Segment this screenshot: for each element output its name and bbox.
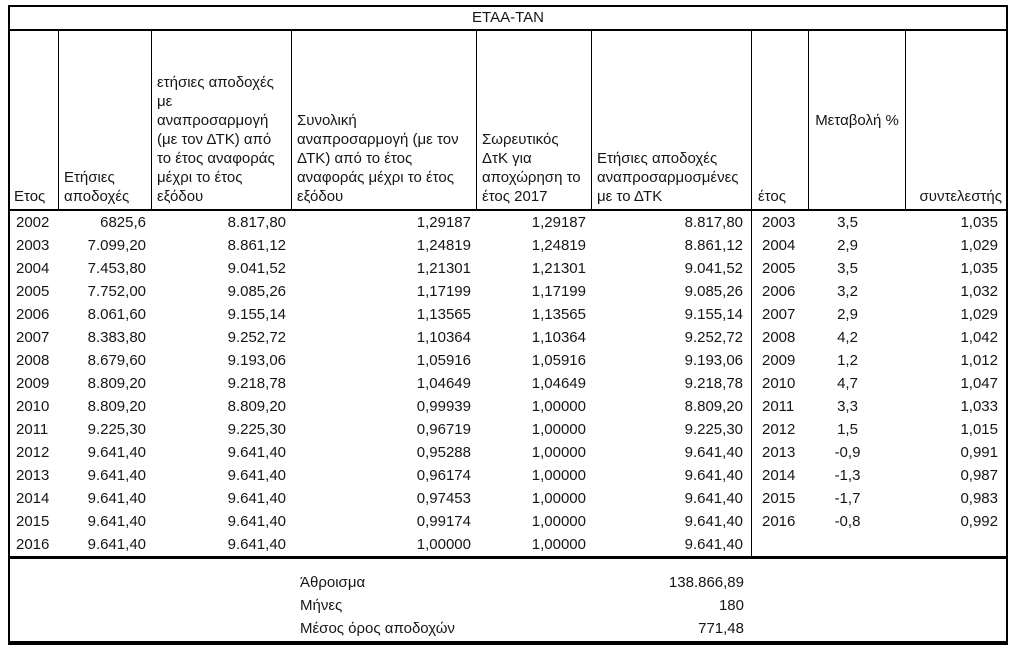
cell-annual-earnings[interactable]: 8.383,80 — [87, 329, 146, 346]
data-rows — [10, 211, 1006, 559]
table-row — [10, 418, 1006, 441]
cell-change-percent[interactable]: 2,9 — [837, 306, 858, 323]
summary-section — [10, 559, 1006, 640]
header-cell-adjusted-earnings[interactable]: ετήσιες αποδοχές με αναπροσαρμογή (με τον ΔΤΚ) από το έτος αναφοράς μέχρι το έτος εξόδου — [152, 31, 292, 209]
cell-cpi-adjusted-earnings[interactable]: 8.861,12 — [592, 234, 752, 257]
cell-year-right[interactable]: 2016 — [762, 513, 796, 530]
cell-cpi-adjusted-earnings[interactable]: 8.817,80 — [592, 211, 752, 234]
cell-change-percent[interactable]: 3,5 — [837, 214, 858, 231]
table-row — [10, 395, 1006, 418]
cell-cpi-adjusted-earnings[interactable]: 9.641,40 — [592, 533, 752, 556]
cell-cumulative-cpi[interactable]: 1,29187 — [531, 214, 586, 231]
table-title[interactable]: ΕΤΑΑ-ΤΑΝ — [10, 7, 1006, 31]
cell-cumulative-cpi[interactable]: 1,00000 — [531, 513, 586, 530]
cell-adjusted-earnings[interactable]: 9.193,06 — [227, 352, 286, 369]
cell-adjusted-earnings[interactable]: 9.641,40 — [227, 490, 286, 507]
cell-total-adjustment[interactable]: 0,99939 — [416, 398, 471, 415]
cell-year[interactable]: 2009 — [16, 375, 50, 392]
cell-total-adjustment[interactable]: 0,99174 — [416, 513, 471, 530]
cell-adjusted-earnings[interactable]: 9.041,52 — [227, 260, 286, 277]
cell-annual-earnings[interactable]: 7.453,80 — [87, 260, 146, 277]
table-row — [10, 487, 1006, 510]
cell-change-percent[interactable]: 1,2 — [837, 352, 858, 369]
cell-year-right[interactable]: 2009 — [762, 352, 796, 369]
cell-cumulative-cpi[interactable]: 1,00000 — [531, 421, 586, 438]
cell-coefficient[interactable]: 1,012 — [960, 352, 998, 369]
cell-adjusted-earnings[interactable]: 9.641,40 — [227, 467, 286, 484]
table-row — [10, 211, 1006, 234]
cell-year-right[interactable]: 2010 — [762, 375, 796, 392]
cell-cumulative-cpi[interactable]: 1,00000 — [531, 490, 586, 507]
cell-year[interactable]: 2011 — [16, 421, 49, 438]
cell-cpi-adjusted-earnings[interactable]: 9.641,40 — [592, 441, 752, 464]
cell-change-percent[interactable]: 4,2 — [837, 329, 858, 346]
table-row — [10, 303, 1006, 326]
cell-change-percent[interactable]: 2,9 — [837, 237, 858, 254]
cell-year-right[interactable]: 2013 — [762, 444, 796, 461]
table-row — [10, 257, 1006, 280]
cell-total-adjustment[interactable]: 1,29187 — [416, 214, 471, 231]
cell-coefficient[interactable]: 1,029 — [960, 306, 998, 323]
cell-coefficient[interactable]: 0,992 — [960, 513, 998, 530]
cell-year-right[interactable]: 2005 — [762, 260, 796, 277]
cell-coefficient[interactable]: 1,015 — [960, 421, 998, 438]
cell-year[interactable]: 2013 — [16, 467, 50, 484]
cell-change-percent[interactable] — [809, 533, 906, 556]
cell-total-adjustment[interactable]: 0,95288 — [416, 444, 471, 461]
header-cell-change-percent[interactable]: Μεταβολή % — [809, 31, 906, 209]
cell-total-adjustment[interactable]: 1,05916 — [416, 352, 471, 369]
cell-year[interactable]: 2007 — [16, 329, 50, 346]
cell-adjusted-earnings[interactable]: 9.641,40 — [227, 444, 286, 461]
cell-total-adjustment[interactable]: 0,96174 — [416, 467, 471, 484]
table-row — [10, 441, 1006, 464]
summary-value[interactable]: 180 — [718, 597, 744, 614]
cell-adjusted-earnings[interactable]: 9.155,14 — [227, 306, 286, 323]
header-cell-annual-earnings[interactable]: Ετήσιες αποδοχές — [59, 31, 152, 209]
summary-row — [10, 617, 1006, 640]
cell-year[interactable]: 2016 — [16, 536, 50, 553]
summary-value[interactable]: 138.866,89 — [668, 574, 744, 591]
spreadsheet-table — [8, 5, 1008, 645]
cell-annual-earnings[interactable]: 9.641,40 — [87, 444, 146, 461]
cell-year-right[interactable]: 2008 — [762, 329, 796, 346]
header-cell-year[interactable]: Ετος — [10, 31, 59, 209]
cell-year-right[interactable]: 2014 — [762, 467, 796, 484]
cell-adjusted-earnings[interactable]: 9.225,30 — [227, 421, 286, 438]
cell-total-adjustment[interactable]: 1,24819 — [416, 237, 471, 254]
cell-cpi-adjusted-earnings[interactable]: 9.252,72 — [592, 326, 752, 349]
cell-coefficient[interactable] — [906, 533, 1006, 556]
header-cell-coefficient[interactable]: συντελεστής — [919, 188, 1002, 205]
cell-annual-earnings[interactable]: 8.679,60 — [87, 352, 146, 369]
summary-label[interactable]: Μήνες — [300, 597, 343, 614]
cell-annual-earnings[interactable]: 8.809,20 — [87, 375, 146, 392]
cell-cumulative-cpi[interactable]: 1,10364 — [531, 329, 586, 346]
cell-annual-earnings[interactable]: 8.061,60 — [87, 306, 146, 323]
cell-coefficient[interactable]: 1,035 — [960, 260, 998, 277]
cell-coefficient[interactable]: 1,033 — [960, 398, 998, 415]
cell-total-adjustment[interactable]: 1,17199 — [416, 283, 471, 300]
cell-annual-earnings[interactable]: 9.225,30 — [87, 421, 146, 438]
cell-total-adjustment[interactable]: 0,96719 — [416, 421, 471, 438]
cell-cumulative-cpi[interactable]: 1,00000 — [531, 536, 586, 553]
cell-change-percent[interactable]: -0,8 — [834, 513, 861, 530]
cell-annual-earnings[interactable]: 8.809,20 — [87, 398, 146, 415]
cell-annual-earnings[interactable]: 9.641,40 — [87, 490, 146, 507]
cell-coefficient[interactable]: 1,035 — [960, 214, 998, 231]
cell-year-right[interactable]: 2011 — [762, 398, 795, 415]
cell-adjusted-earnings[interactable]: 9.641,40 — [227, 513, 286, 530]
cell-year-right[interactable]: 2003 — [762, 214, 796, 231]
cell-cpi-adjusted-earnings[interactable]: 9.041,52 — [592, 257, 752, 280]
header-cell-year-right[interactable]: έτος — [752, 31, 809, 209]
cell-cpi-adjusted-earnings[interactable]: 9.641,40 — [592, 510, 752, 533]
cell-cumulative-cpi[interactable]: 1,00000 — [531, 444, 586, 461]
cell-cumulative-cpi[interactable]: 1,00000 — [531, 467, 586, 484]
cell-adjusted-earnings[interactable]: 8.817,80 — [227, 214, 286, 231]
header-cell-cpi-adjusted-earnings[interactable]: Ετήσιες αποδοχές αναπροσαρμοσμένες με το ΔΤΚ — [592, 31, 752, 209]
cell-adjusted-earnings[interactable]: 9.252,72 — [227, 329, 286, 346]
cell-year[interactable]: 2010 — [16, 398, 50, 415]
cell-change-percent[interactable]: 3,3 — [837, 398, 858, 415]
cell-year-right[interactable]: 2012 — [762, 421, 796, 438]
cell-annual-earnings[interactable]: 7.752,00 — [87, 283, 146, 300]
summary-row — [10, 594, 1006, 617]
cell-cpi-adjusted-earnings[interactable]: 9.193,06 — [592, 349, 752, 372]
cell-adjusted-earnings[interactable]: 8.809,20 — [227, 398, 286, 415]
cell-change-percent[interactable]: -1,7 — [834, 490, 861, 507]
cell-year[interactable]: 2002 — [16, 214, 50, 231]
summary-value[interactable]: 771,48 — [698, 620, 744, 637]
cell-coefficient[interactable]: 0,987 — [960, 467, 998, 484]
cell-year[interactable]: 2012 — [16, 444, 50, 461]
table-row — [10, 234, 1006, 257]
cell-total-adjustment[interactable]: 1,13565 — [416, 306, 471, 323]
cell-annual-earnings[interactable]: 6825,6 — [100, 214, 146, 231]
cell-adjusted-earnings[interactable]: 8.861,12 — [227, 237, 286, 254]
table-row — [10, 372, 1006, 395]
cell-total-adjustment[interactable]: 1,10364 — [416, 329, 471, 346]
cell-cumulative-cpi[interactable]: 1,24819 — [531, 237, 586, 254]
header-cell-total-adjustment[interactable]: Συνολική αναπροσαρμογή (με τον ΔΤΚ) από το έτος αναφοράς μέχρι το έτος εξόδου — [292, 31, 477, 209]
cell-total-adjustment[interactable]: 1,21301 — [416, 260, 471, 277]
cell-adjusted-earnings[interactable]: 9.085,26 — [227, 283, 286, 300]
cell-total-adjustment[interactable]: 1,00000 — [416, 536, 471, 553]
cell-annual-earnings[interactable]: 9.641,40 — [87, 536, 146, 553]
cell-coefficient[interactable]: 1,029 — [960, 237, 998, 254]
cell-adjusted-earnings[interactable]: 9.218,78 — [227, 375, 286, 392]
cell-annual-earnings[interactable]: 9.641,40 — [87, 467, 146, 484]
cell-cumulative-cpi[interactable]: 1,00000 — [531, 398, 586, 415]
cell-cumulative-cpi[interactable]: 1,04649 — [531, 375, 586, 392]
summary-label[interactable]: Άθροισμα — [300, 574, 366, 591]
cell-year-right[interactable]: 2006 — [762, 283, 796, 300]
cell-cpi-adjusted-earnings[interactable]: 9.155,14 — [592, 303, 752, 326]
cell-year[interactable]: 2005 — [16, 283, 50, 300]
cell-coefficient[interactable]: 1,042 — [960, 329, 998, 346]
cell-year[interactable]: 2015 — [16, 513, 50, 530]
cell-cpi-adjusted-earnings[interactable]: 8.809,20 — [592, 395, 752, 418]
cell-coefficient[interactable]: 1,032 — [960, 283, 998, 300]
cell-adjusted-earnings[interactable]: 9.641,40 — [227, 536, 286, 553]
cell-year-right[interactable]: 2015 — [762, 490, 796, 507]
cell-annual-earnings[interactable]: 7.099,20 — [87, 237, 146, 254]
cell-year[interactable]: 2006 — [16, 306, 50, 323]
cell-change-percent[interactable]: -0,9 — [834, 444, 861, 461]
cell-year-right[interactable] — [752, 533, 809, 556]
cell-coefficient[interactable]: 0,991 — [960, 444, 998, 461]
cell-cumulative-cpi[interactable]: 1,21301 — [531, 260, 586, 277]
cell-year[interactable]: 2003 — [16, 237, 50, 254]
summary-row — [10, 571, 1006, 594]
cell-cumulative-cpi[interactable]: 1,05916 — [531, 352, 586, 369]
table-row — [10, 349, 1006, 372]
cell-cpi-adjusted-earnings[interactable]: 9.225,30 — [592, 418, 752, 441]
cell-year[interactable]: 2014 — [16, 490, 50, 507]
cell-cumulative-cpi[interactable]: 1,17199 — [531, 283, 586, 300]
header-row — [10, 31, 1006, 211]
cell-change-percent[interactable]: 3,5 — [837, 260, 858, 277]
cell-change-percent[interactable]: -1,3 — [834, 467, 861, 484]
table-row — [10, 326, 1006, 349]
cell-year[interactable]: 2008 — [16, 352, 50, 369]
cell-change-percent[interactable]: 4,7 — [837, 375, 858, 392]
cell-cpi-adjusted-earnings[interactable]: 9.641,40 — [592, 464, 752, 487]
header-cell-cumulative-cpi[interactable]: Σωρευτικός ΔτΚ για αποχώρηση το έτος 2017 — [477, 31, 592, 209]
table-row — [10, 510, 1006, 533]
table-row — [10, 464, 1006, 487]
cell-year[interactable]: 2004 — [16, 260, 50, 277]
cell-year-right[interactable]: 2007 — [762, 306, 796, 323]
table-row — [10, 280, 1006, 303]
cell-total-adjustment[interactable]: 1,04649 — [416, 375, 471, 392]
cell-annual-earnings[interactable]: 9.641,40 — [87, 513, 146, 530]
cell-cpi-adjusted-earnings[interactable]: 9.641,40 — [592, 487, 752, 510]
cell-cpi-adjusted-earnings[interactable]: 9.218,78 — [592, 372, 752, 395]
cell-coefficient[interactable]: 1,047 — [960, 375, 998, 392]
cell-year-right[interactable]: 2004 — [762, 237, 796, 254]
cell-change-percent[interactable]: 3,2 — [837, 283, 858, 300]
cell-change-percent[interactable]: 1,5 — [837, 421, 858, 438]
cell-coefficient[interactable]: 0,983 — [960, 490, 998, 507]
cell-total-adjustment[interactable]: 0,97453 — [416, 490, 471, 507]
summary-label[interactable]: Μέσος όρος αποδοχών — [300, 620, 455, 637]
cell-cpi-adjusted-earnings[interactable]: 9.085,26 — [592, 280, 752, 303]
cell-cumulative-cpi[interactable]: 1,13565 — [531, 306, 586, 323]
table-row — [10, 533, 1006, 556]
